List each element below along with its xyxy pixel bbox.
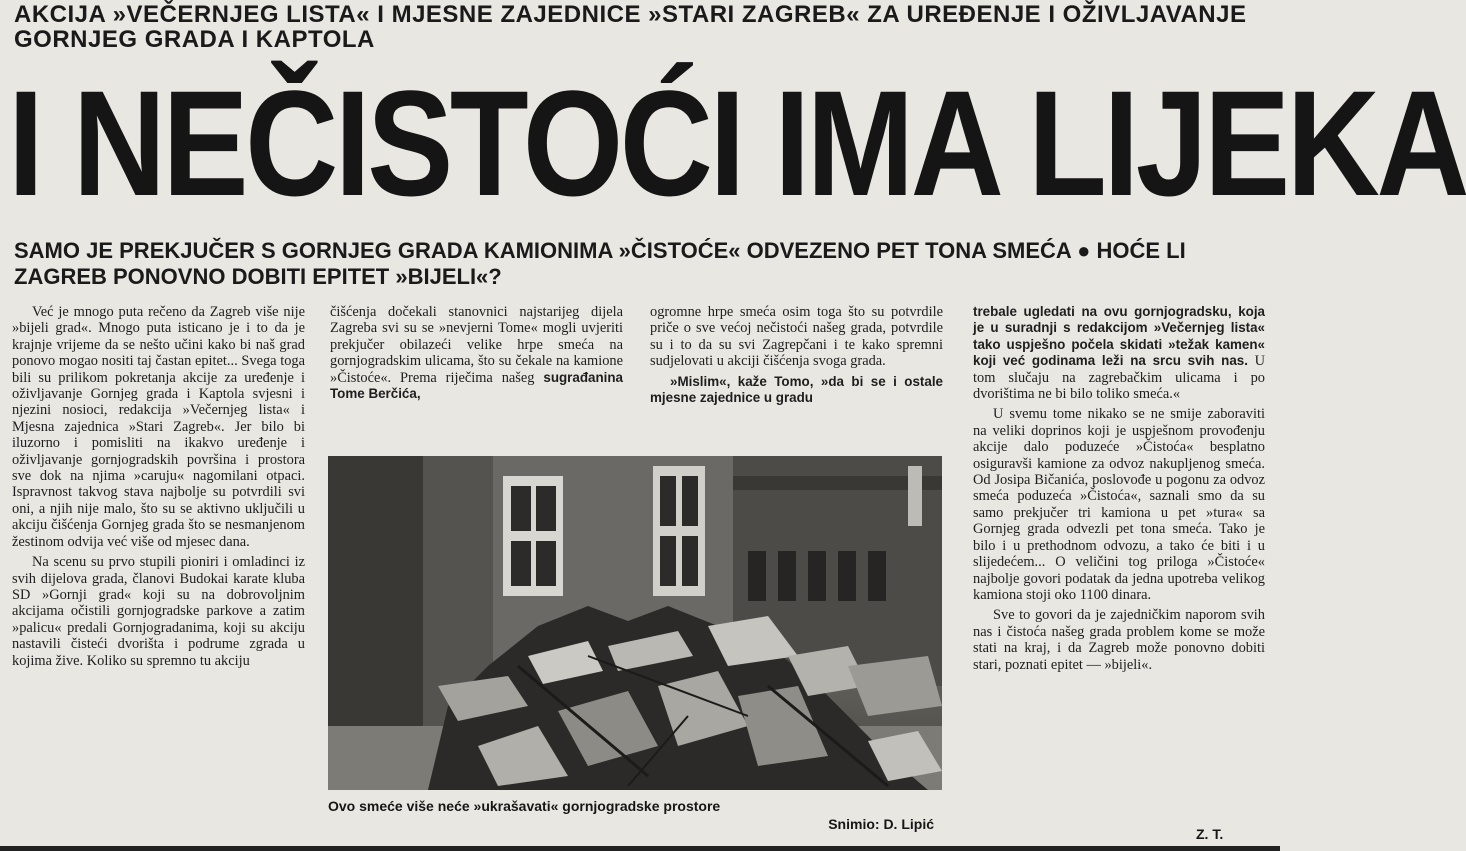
bottom-divider <box>0 846 1280 851</box>
author-initials: Z. T. <box>1196 826 1224 842</box>
article-paragraph: Sve to govori da je zajedničkim naporom svih nas i čistoća našeg grada problem kome se može stati na kraj, i da Zagreb može ponovno dobiti stari, poznati epitet — »bijeli«. <box>973 607 1265 673</box>
article-paragraph: čišćenja dočekali stanovnici najstarijeg dijela Zagreba svi su se »nevjerni Tome« mogli uvjeriti prekjučer obilazeći velike hrpe smeća na gornjogradskim ulicama, što su čekale na kamione »Čistoće«. Prema riječima našeg <box>330 304 623 386</box>
photo-caption-text: Ovo smeće više neće »ukrašavati« gornjogradske prostore <box>328 798 721 814</box>
article-paragraph: ogromne hrpe smeća osim toga što su potvrdile priče o sve većoj nečistoći našeg grada, potvrdile su i to da su svi Zagrepčani i te kako spremni sudjelovati u akciji čišćenja svoga grada. <box>650 304 943 370</box>
article-photo <box>328 456 942 790</box>
article-headline: I NEČISTOĆI IMA LIJEKA <box>8 59 1466 227</box>
article-bold-text: sugrađanina Tome Berčića, <box>330 369 623 402</box>
article-kicker: AKCIJA »VEČERNJEG LISTA« I MJESNE ZAJEDNICE »STARI ZAGREB« ZA UREĐENJE I OŽIVLJAVANJE GORNJEG GRADA I KAPTOLA <box>14 1 1247 53</box>
article-paragraph: Na scenu su prvo stupili pioniri i omladinci iz svih dijelova grada, članovi Budokai karate kluba SD »Gornji grad« koji su na dobrovoljnim akcijama očistili gornjogradske parkove a zatim »palicu« predali Gornjogradanima, koji su akciju nastavili čisteći dvorišta i podrume zgrada u kojima žive. Koliko su spremno tu akciju <box>12 554 305 669</box>
photo-credit: Snimio: D. Lipić <box>828 816 934 832</box>
article-bold-text: »Mislim«, kaže Tomo, »da bi se i ostale mjesne zajednice u gradu <box>650 373 943 406</box>
article-column-1 <box>12 304 305 669</box>
article-subhead: SAMO JE PREKJUČER S GORNJEG GRADA KAMIONIMA »ČISTOĆE« ODVEZENO PET TONA SMEĆA ● HOĆE LI ZAGREB PONOVNO DOBITI EPITET »BIJELI«? <box>14 238 1186 289</box>
article-paragraph: U tom slučaju na zagrebačkim ulicama i po dvorištima ne bi bilo toliko smeća.« <box>973 353 1265 403</box>
photo-caption <box>328 797 942 833</box>
article-paragraph: U svemu tome nikako se ne smije zaboraviti na veliki doprinos koji je uspješnom provođenju akcije dalo poduzeće »Čistoća« besplatno osiguravši kamione za odvoz nakupljenog smeća. Od Josipa Bičanića, poslovođe u pogonu za odvoz smeća poduzeća »Čistoća«, saznali smo da su samo prekjučer tri kamiona u pet »tura« sa Gornjeg grada odvezli pet tona smeća. Tako je bilo i u prethodnom odvozu, a tako će biti i u slijedećem... O veličini tog priloga »Čistoće« najbolje govori podatak da jedna upotreba velikog kamiona stoji oko 1100 dinara. <box>973 406 1265 603</box>
article-bold-text: trebale ugledati na ovu gornjogradsku, koja je u suradnji s redakcijom »Večernjeg lista« tako uspješno počela skidati »težak kamen« koji već godinama leži na srcu svih nas. <box>973 304 1265 369</box>
article-paragraph: Već je mnogo puta rečeno da Zagreb više nije »bijeli grad«. Mnogo puta isticano je i to da je krajnje vrijeme da se nešto učini kako bi naš grad ponovo mogao nositi taj častan epitet... Svega toga bili su prilikom pokretanja akcije za uređenje i oživljavanje Gornjeg grada i Kaptola svjesni i njezini nosioci, redakcija »Večernjeg lista« i Mjesna zajednica »Stari Zagreb«. Jer bilo bi iluzorno i pomisliti na ikakvo uređenje i oživljavanje gornjogradskih površina i prostora sve dok na njima »caruju« nagomilani otpaci. Ispravnost takvog stava najbolje su potvrdili svi oni, a njih nije malo, što su se aktivno uključili u akciju čišćenja Gornjeg grada što se nesmanjenom žestinom odvija već više od mjesec dana. <box>12 304 305 550</box>
article-column-3 <box>650 304 943 406</box>
article-column-2 <box>330 304 623 402</box>
article-column-4 <box>973 304 1265 673</box>
